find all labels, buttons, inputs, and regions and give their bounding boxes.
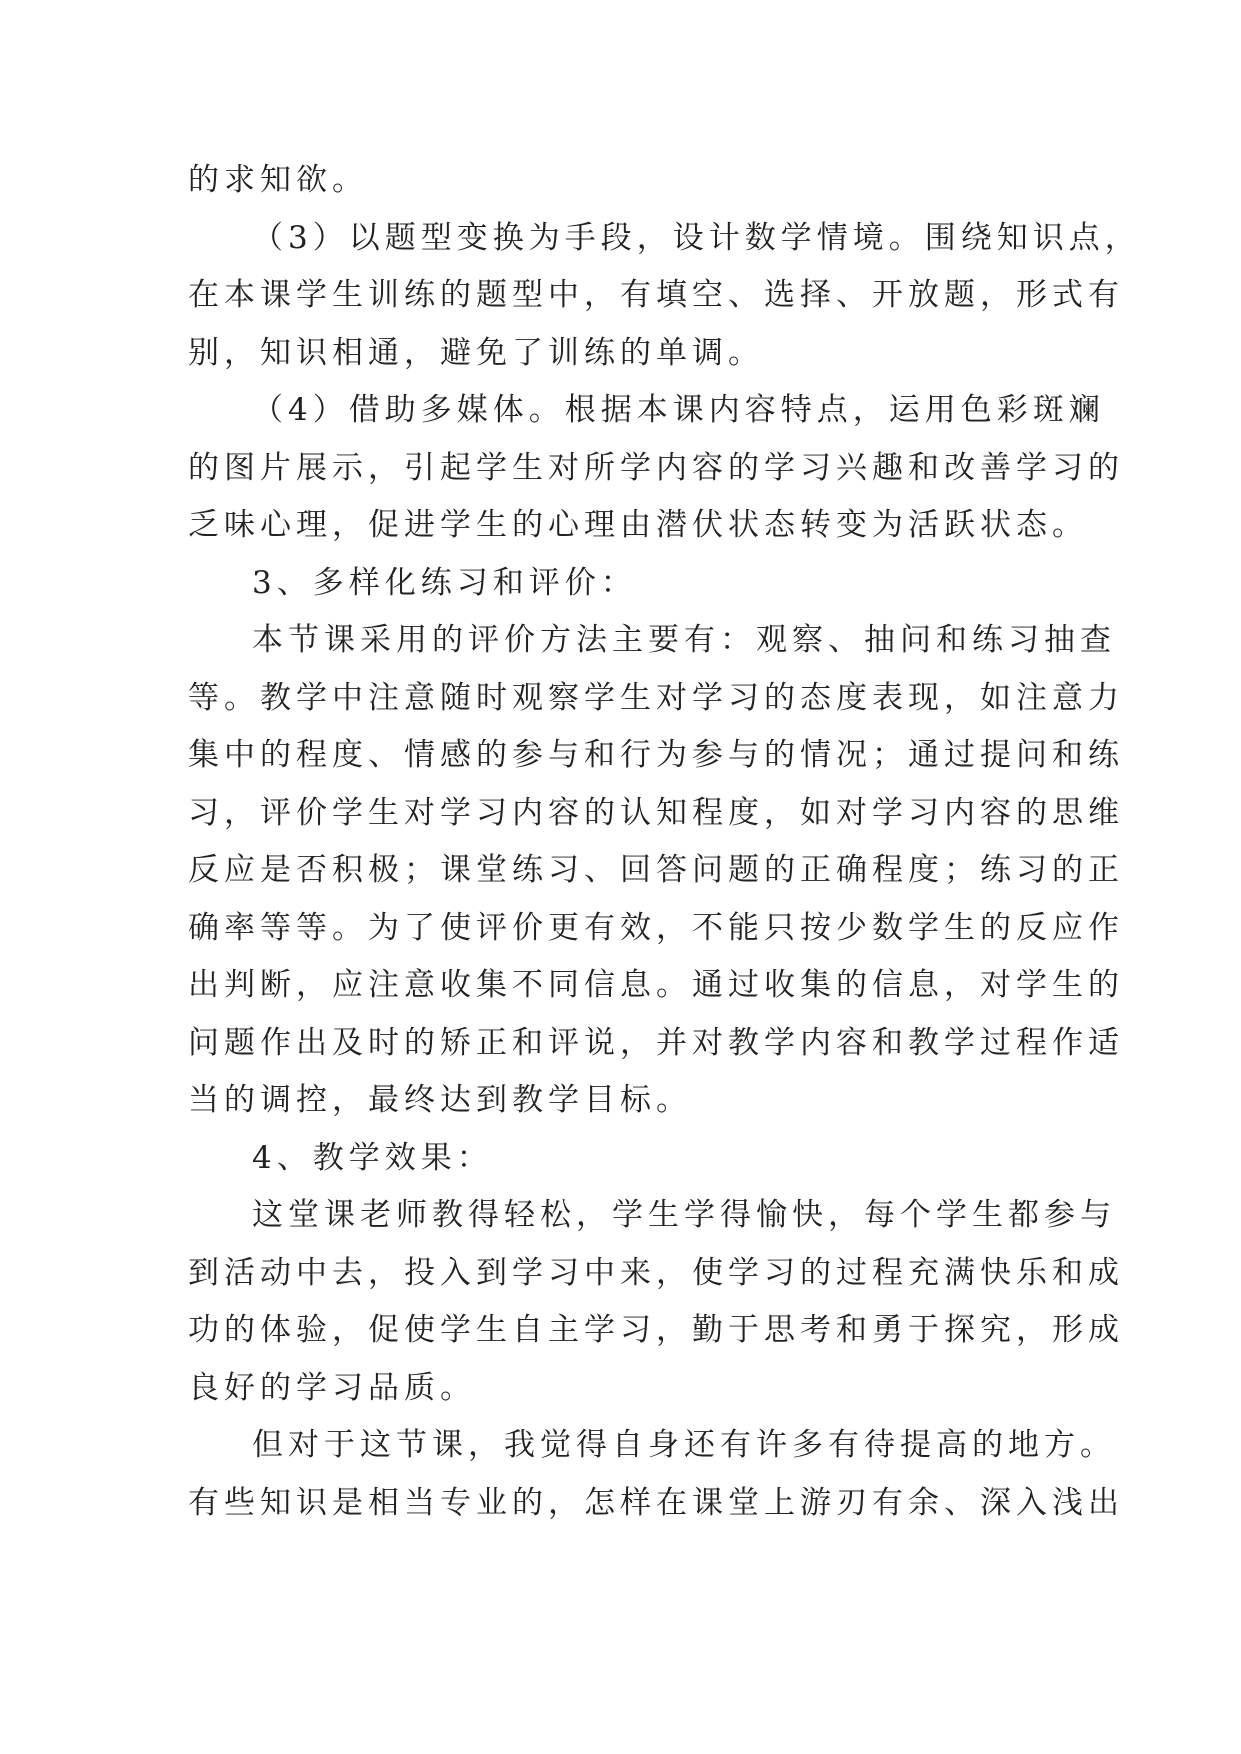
section-heading: 3、多样化练习和评价：	[252, 564, 637, 601]
section-heading: 4、教学效果：	[252, 1139, 493, 1176]
text-line: 出判断，应注意收集不同信息。通过收集的信息，对学生的	[188, 967, 1124, 1003]
text-line: 反应是否积极；课堂练习、回答问题的正确程度；练习的正	[188, 852, 1124, 888]
text-line: 有些知识是相当专业的，怎样在课堂上游刃有余、深入浅出	[188, 1484, 1124, 1521]
text-line: 问题作出及时的矫正和评说，并对教学内容和教学过程作适	[188, 1024, 1124, 1061]
text-line: （3）以题型变换为手段，设计数学情境。围绕知识点，	[252, 219, 1141, 256]
text-line: 但对于这节课，我觉得自身还有许多有待提高的地方。	[252, 1427, 1116, 1463]
text-line: 当的调控，最终达到教学目标。	[188, 1082, 692, 1118]
text-line: 功的体验，促使学生自主学习，勤于思考和勇于探究，形成	[188, 1312, 1124, 1348]
text-line: 本节课采用的评价方法主要有：观察、抽问和练习抽查	[252, 622, 1116, 658]
text-line: 别，知识相通，避免了训练的单调。	[188, 334, 764, 371]
text-line: 等。教学中注意随时观察学生对学习的态度表现，如注意力	[188, 679, 1124, 716]
text-line: 集中的程度、情感的参与和行为参与的情况；通过提问和练	[188, 737, 1124, 773]
text-line: 乏味心理，促进学生的心理由潜伏状态转变为活跃状态。	[188, 507, 1088, 543]
text-line: （4）借助多媒体。根据本课内容特点，运用色彩斑斓	[252, 392, 1105, 428]
text-line: 这堂课老师教得轻松，学生学得愉快，每个学生都参与	[252, 1197, 1116, 1233]
body-text	[188, 152, 1141, 1532]
text-line: 到活动中去，投入到学习中来，使学习的过程充满快乐和成	[188, 1254, 1124, 1291]
text-line: 确率等等。为了使评价更有效，不能只按少数学生的反应作	[188, 909, 1124, 946]
text-line: 习，评价学生对学习内容的认知程度，如对学习内容的思维	[188, 794, 1124, 831]
text-line: 的图片展示，引起学生对所学内容的学习兴趣和改善学习的	[188, 449, 1124, 486]
text-line: 在本课学生训练的题型中，有填空、选择、开放题，形式有	[188, 277, 1124, 313]
text-line: 良好的学习品质。	[188, 1369, 476, 1406]
text-line: 的求知欲。	[188, 162, 368, 198]
